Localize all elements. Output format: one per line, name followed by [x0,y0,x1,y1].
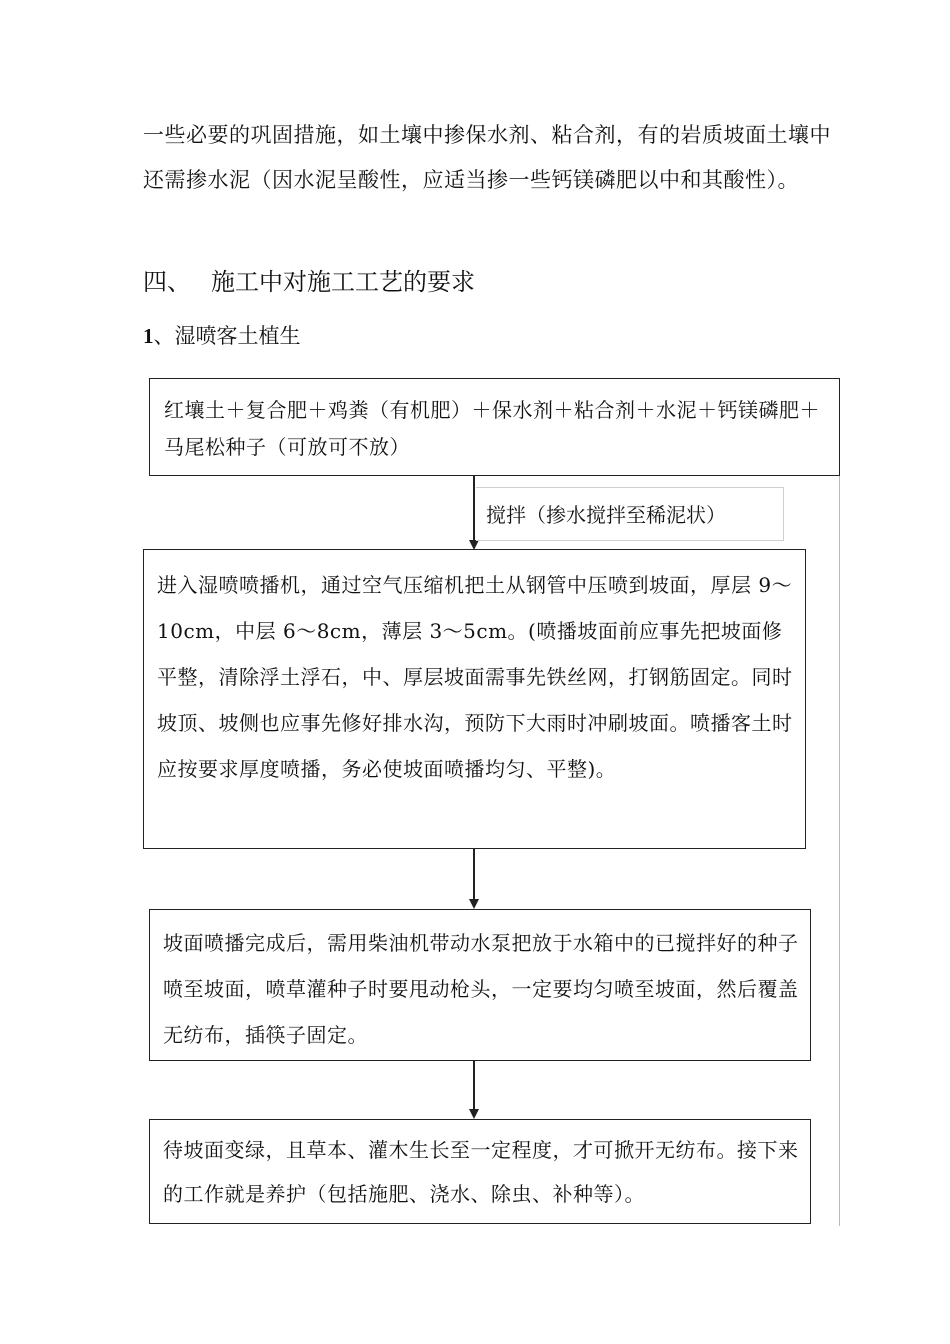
flow-arrow-2-head [469,899,479,909]
subsection-heading [143,316,301,356]
subsection-number: 1 [143,324,154,348]
flowchart-step-2 [143,549,806,849]
flowchart-step-1 [149,378,840,476]
flowchart-step-1-text: 红壤土＋复合肥＋鸡粪（有机肥）＋保水剂＋粘合剂＋水泥＋钙镁磷肥＋马尾松种子（可放可不放） [164,398,820,459]
intro-paragraph: 一些必要的巩固措施，如土壤中掺保水剂、粘合剂，有的岩质坡面土壤中还需掺水泥（因水泥呈酸性，应适当掺一些钙镁磷肥以中和其酸性）。 [143,123,831,192]
section-heading [143,262,475,302]
flow-arrow-3-head [469,1109,479,1119]
flow-arrow-1-line [473,476,475,542]
section-number: 四、 [143,268,191,296]
subsection-title: 、湿喷客土植生 [153,324,301,348]
flowchart-edge-rule [839,476,840,1226]
flowchart-step-3-text: 坡面喷播完成后，需用柴油机带动水泵把放于水箱中的已搅拌好的种子喷至坡面，喷草灌种子时要甩动枪头，一定要均匀喷至坡面，然后覆盖无纺布，插筷子固定。 [163,931,799,1047]
flow-arrow-2-line [473,849,475,901]
flow-arrow-label: 搅拌（掺水搅拌至稀泥状） [476,487,784,541]
flowchart-step-3 [149,909,811,1061]
flow-arrow-3-line [473,1061,475,1111]
flowchart-step-4 [149,1119,811,1224]
flowchart-step-2-text: 进入湿喷喷播机，通过空气压缩机把土从钢管中压喷到坡面，厚层 9～10cm，中层 6～8cm，薄层 3～5cm。(喷播坡面前应事先把坡面修平整，清除浮土浮石，中、厚层坡面需事先铁丝网，打钢筋固定。同时坡顶、坡侧也应事先修好排水沟，预防下大雨时冲刷坡面。喷播客土时应按要求厚度喷播，务必使坡面喷播均匀、平整)。 [157,573,793,781]
section-title: 施工中对施工工艺的要求 [211,268,475,296]
flowchart-step-4-text: 待坡面变绿，且草本、灌木生长至一定程度，才可掀开无纺布。接下来的工作就是养护（包括施肥、浇水、除虫、补种等）。 [163,1138,799,1206]
